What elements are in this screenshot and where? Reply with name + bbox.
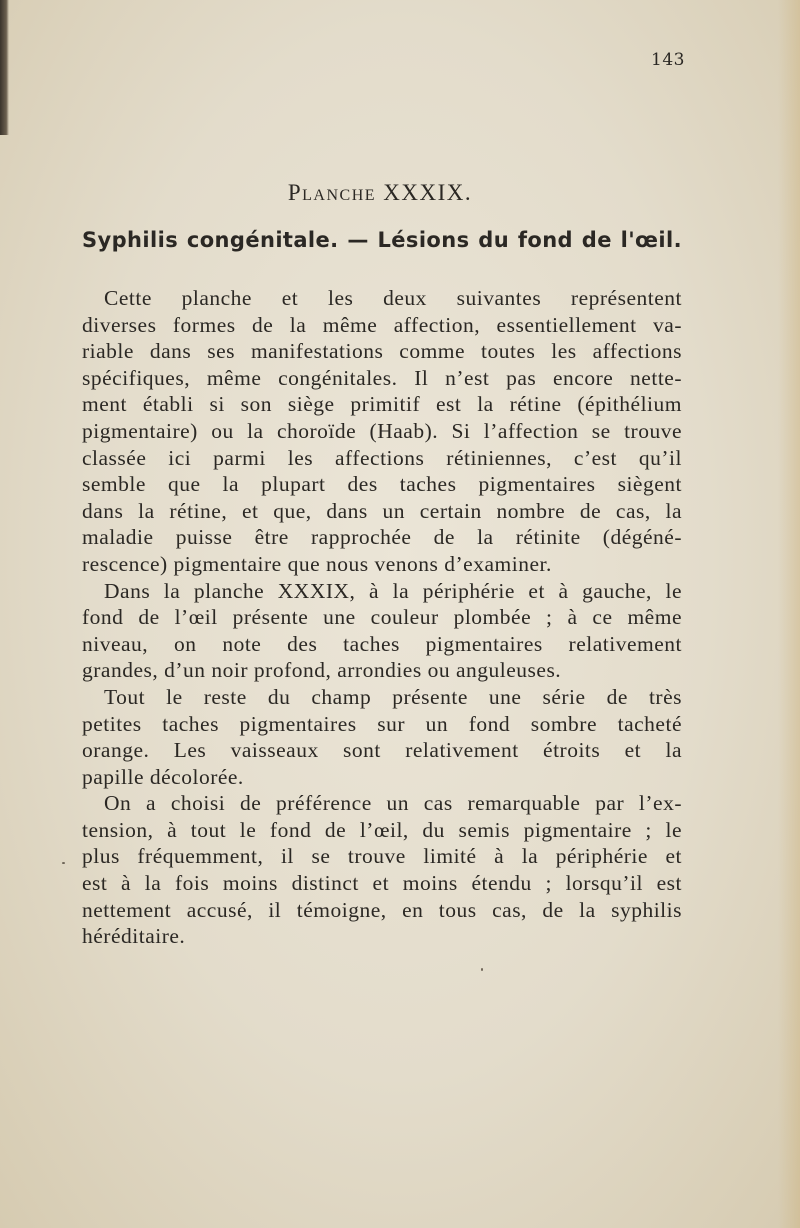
text-line: spécifiques, même congénitales. Il n’est pas encore nette- (82, 365, 682, 390)
paragraph-2 (82, 578, 682, 684)
paragraph-4 (82, 790, 682, 950)
text-line: maladie puisse être rapprochée de la rétinite (dégéné- (82, 525, 682, 550)
text-line: Dans la planche XXXIX, à la périphérie et à gauche, le (104, 578, 682, 603)
text-line: fond de l’œil présente une couleur plombée ; à ce même (82, 605, 682, 630)
text-line: Cette planche et les deux suivantes représentent (104, 286, 682, 310)
body-text (82, 285, 682, 950)
text-line: papille décolorée. (82, 764, 244, 789)
chapter-title: Syphilis congénitale. — Lésions du fond de l'œil. (82, 228, 682, 252)
text-line: héréditaire. (82, 924, 186, 949)
page-edge-shadow (778, 0, 800, 1228)
text-line: Tout le reste du champ présente une série de très (104, 684, 682, 709)
text-line: semble que la plupart des taches pigmentaires siègent (82, 472, 682, 497)
paper-speck (481, 968, 483, 971)
text-line: tension, à tout le fond de l’œil, du semis pigmentaire ; le (82, 817, 682, 842)
page-number: 143 (651, 50, 685, 70)
text-line: pigmentaire) ou la choroïde (Haab). Si l’affection se trouve (82, 418, 682, 443)
text-line: diverses formes de la même affection, essentiellement va- (82, 312, 682, 337)
text-line: classée ici parmi les affections rétiniennes, c’est qu’il (82, 445, 682, 470)
paragraph-1 (82, 285, 682, 578)
binding-edge (0, 0, 9, 135)
text-line: grandes, d’un noir profond, arrondies ou anguleuses. (82, 658, 562, 683)
text-line: On a choisi de préférence un cas remarquable par l’ex- (104, 791, 682, 816)
text-line: petites taches pigmentaires sur un fond sombre tacheté (82, 711, 682, 736)
paper-speck (62, 862, 65, 864)
text-line: riable dans ses manifestations comme toutes les affections (82, 339, 682, 364)
text-line: orange. Les vaisseaux sont relativement étroits et la (82, 738, 682, 763)
text-line: niveau, on note des taches pigmentaires relativement (82, 631, 682, 656)
text-line: dans la rétine, et que, dans un certain nombre de cas, la (82, 498, 682, 523)
plate-title: Planche XXXIX. (287, 180, 473, 205)
paragraph-3 (82, 684, 682, 790)
text-line: est à la fois moins distinct et moins étendu ; lorsqu’il est (82, 871, 682, 896)
text-line: plus fréquemment, il se trouve limité à la périphérie et (82, 844, 682, 869)
text-line: rescence) pigmentaire que nous venons d’examiner. (82, 551, 552, 576)
text-line: ment établi si son siège primitif est la rétine (épithélium (82, 392, 682, 417)
text-line: nettement accusé, il témoigne, en tous cas, de la syphilis (82, 897, 682, 922)
